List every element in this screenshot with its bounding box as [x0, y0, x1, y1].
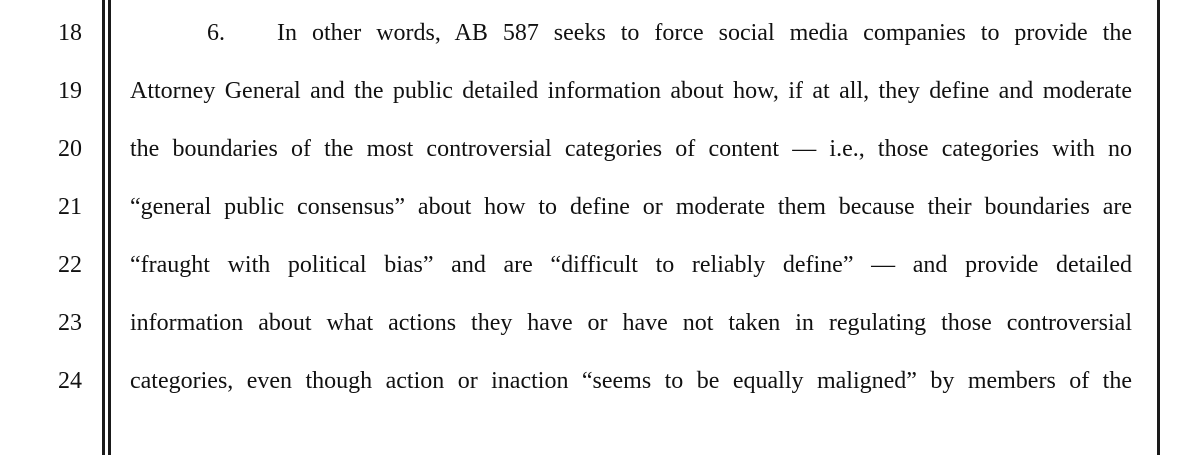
left-margin-rule-inner — [108, 0, 111, 455]
line-number: 19 — [58, 78, 82, 104]
paragraph-text-line: In other words, AB 587 seeks to force social media companies to provide the — [277, 20, 1132, 46]
paragraph-text-line: “general public consensus” about how to define or moderate them because their boundaries are — [130, 194, 1132, 220]
paragraph-text-line: categories, even though action or inaction “seems to be equally maligned” by members of the — [130, 368, 1132, 394]
left-margin-rule-outer — [102, 0, 105, 455]
line-number: 22 — [58, 252, 82, 278]
line-number: 21 — [58, 194, 82, 220]
paragraph-number: 6. — [207, 20, 225, 46]
paragraph-text-line: information about what actions they have or have not taken in regulating those controversial — [130, 310, 1132, 336]
paragraph-first-line — [207, 18, 1132, 48]
paragraph-text-line: “fraught with political bias” and are “difficult to reliably define” — and provide detailed — [130, 252, 1132, 278]
right-margin-rule — [1157, 0, 1160, 455]
line-number: 20 — [58, 136, 82, 162]
paragraph-text-line: the boundaries of the most controversial categories of content — i.e., those categories with no — [130, 136, 1132, 162]
line-number: 18 — [58, 20, 82, 46]
line-number: 23 — [58, 310, 82, 336]
line-number: 24 — [58, 368, 82, 394]
paragraph-text-line: Attorney General and the public detailed information about how, if at all, they define and moderate — [130, 78, 1132, 104]
